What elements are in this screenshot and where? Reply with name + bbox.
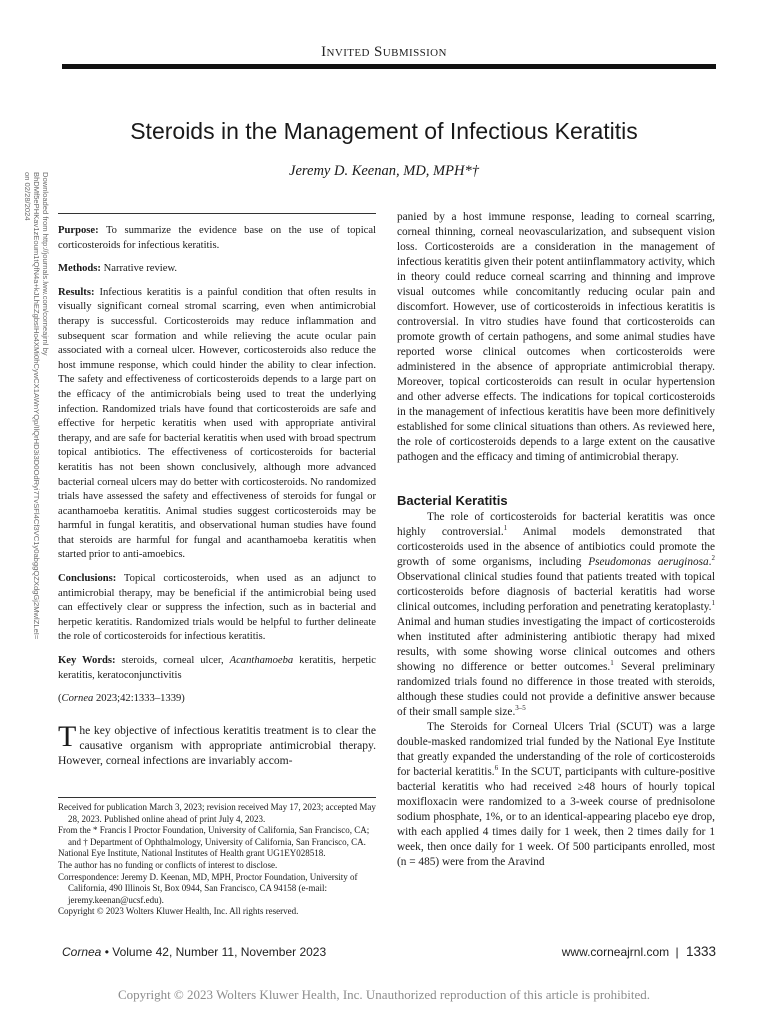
download-watermark: Downloaded from http://journals.lww.com/corneajrnl by BhDMf5ePHKav1zEoum1tQfN4a+kJLhEZgbsIHo4XMi0hCywCX1AWnYQp/IlQrHD3i3D0OdRyi7TvSFl4Cf3VC1y0abggQZXdgGj2MwlZLeI= on 02/28/2024 (23, 172, 50, 640)
citation-superscript: 2 (711, 554, 715, 563)
citation-superscript: 6 (494, 764, 499, 773)
continuation-paragraph: panied by a host immune response, leading to corneal scarring, corneal thinning, corneal neovascularization, and subsequent vision loss. Corticosteroids are a consideration in the management of infectious keratitis given their potent antiinflammatory activity, which in theory could reduce corneal scarring and thinning and improve visual outcomes while concomitantly reducing ocular pain and discomfort. However, use of corticosteroids in infectious keratitis is controversial. In vitro studies have found that corticosteroids can promote growth of certain pathogens, and some animal studies have reported worse clinical outcomes when corticosteroids were administered in the absence of appropriate antimicrobial therapy. Moreover, topical corticosteroids can result in ocular hypertension and other adverse effects. The indications for topical corticosteroids in the management of infectious keratitis have been more definitively established for some clinical situations than others. As reviewed here, the role of corticosteroids depends to a large extent on the causative pathogen and the efficacy and timing of antimicrobial therapy. (397, 211, 715, 463)
citation-superscript: 3–5 (515, 704, 526, 713)
p1-text-b: Animal models demonstrated that corticosteroids used in the absence of antibiotics could promote the growth of some organisms, including (397, 526, 715, 568)
purpose-label: Purpose: (58, 225, 99, 236)
section-label: Invited Submission (321, 44, 447, 60)
bacterial-paragraph-1 (397, 510, 715, 720)
abstract-top-rule (58, 213, 376, 214)
p1-organism-italic: Pseudomonas aeruginosa (588, 556, 709, 568)
results-label: Results: (58, 286, 95, 298)
abstract-keywords (58, 654, 376, 683)
abstract-conclusions (58, 572, 376, 645)
p1-text-f: Several preliminary randomized trials found no difference in those treated with steroids, although these studies could not provide a definitive answer because of their small sample size. (397, 661, 715, 718)
footer-journal-info (62, 945, 326, 959)
abstract-results (58, 286, 376, 563)
p1-text-c: . (708, 556, 712, 568)
footer-journal: Cornea (62, 945, 102, 959)
citation-superscript: 1 (711, 599, 715, 608)
citation-line (58, 692, 376, 707)
footnotes (58, 797, 376, 918)
section-heading-bacterial-keratitis: Bacterial Keratitis (397, 493, 508, 508)
footnote-copyright: Copyright © 2023 Wolters Kluwer Health, Inc. All rights reserved. (58, 906, 299, 917)
article-title: Steroids in the Management of Infectious Keratitis (130, 118, 638, 144)
bacterial-paragraph-2 (397, 720, 715, 870)
citation-journal: Cornea (61, 693, 94, 705)
footer-issue: Volume 42, Number 11, November 2023 (112, 945, 327, 959)
conclusions-label: Conclusions: (58, 573, 117, 585)
conclusions-text: Topical corticosteroids, when used as an adjunct to antimicrobial therapy, may be beneficial if the antimicrobial being used can effectively clear or suppress the infection, such as in bacterial and herpetic keratitis. Randomized trials would be helpful to further delineate the role of corticosteroids for infectious keratitis. (58, 573, 376, 643)
citation-superscript: 1 (610, 659, 614, 668)
left-column (58, 213, 376, 768)
footer-separator: | (675, 945, 679, 959)
copyright-banner: Copyright © 2023 Wolters Kluwer Health, Inc. Unauthorized reproduction of this article is prohibited. (117, 987, 651, 1002)
footnote-conflicts: The author has no funding or conflicts of interest to disclose. (58, 859, 278, 870)
p1-text-e: Animal and human studies investigating the impact of corticosteroids when instituted after administering antibiotic therapy had mixed results, with some showing worse clinical outcomes and others showing no difference or better outcomes. (397, 616, 715, 673)
abstract-purpose (58, 224, 376, 253)
keywords-label: Key Words: (58, 655, 116, 667)
right-column (397, 210, 715, 870)
p1-text-a: The role of corticosteroids for bacterial keratitis was once highly controversial. (397, 511, 715, 538)
drop-cap: T (58, 719, 77, 753)
p1-text-d: Observational clinical studies found that patients treated with topical corticosteroids before diagnosis of bacterial keratitis had worse clinical outcomes, including perforation and penetrating keratoplasty. (397, 571, 715, 613)
footer-bullet: • (104, 945, 109, 959)
methods-text: Narrative review. (103, 263, 178, 275)
author-line: Jeremy D. Keenan, MD, MPH*† (289, 163, 479, 179)
p2-text-b: In the SCUT, participants with culture-positive bacterial keratitis who had received ≥48 hours of hourly topical moxifloxacin were randomized to a 3-week course of prednisolone sodium phosphate, 1%, or to an identical-appearing placebo eye drop, with each applied 4 times daily for 1 week, then 2 times daily for 1 week, then once daily for 1 week. Of 500 participants enrolled, most (n = 485) were from the Aravind (397, 766, 715, 868)
footer-page-info (562, 944, 716, 959)
purpose-text: To summarize the evidence base on the use of topical corticosteroids for infectious keratitis. (58, 225, 376, 251)
intro-text: he key objective of infectious keratitis treatment is to clear the causative organism with appropriate antimicrobial therapy. However, corneal infections are invariably accom- (58, 723, 376, 767)
abstract-methods (58, 262, 376, 277)
citation-superscript: 1 (503, 524, 508, 533)
keywords-text-italic: Acanthamoeba (229, 655, 294, 667)
results-text: Infectious keratitis is a painful condition that often results in visually significant corneal stromal scarring, even when antimicrobial therapy is successful. Corticosteroids may reduce inflammation and subsequent scar formation and while relieving the acute ocular pain associated with a corneal ulcer. However, corticosteroids also reduce the host immune response, which could hinder the ability to clear infection. The safety and effectiveness of corticosteroids depends to a large part on the efficacy of the antimicrobials being used to treat the underlying infection. Randomized trials have found that corticosteroids are safe and effective for herpetic keratitis when used with appropriate antiviral therapy, and are safe for bacterial keratitis when used with broad spectrum topical antibiotics. The effectiveness of corticosteroids for bacterial keratitis has not been shown conclusively, although more advanced bacterial corneal ulcers may do better with corticosteroids. No randomized trials have assessed the safety and effectiveness of steroids for fungal or acanthamoeba keratitis. Animal studies suggest corticosteroids may be harmful in fungal keratitis, and observational human studies have found that steroids are harmful for fungal and acanthamoeba keratitis when started prior to anti-amoebics. (58, 286, 376, 561)
footnote-affiliations: From the * Francis I Proctor Foundation, University of California, San Francisco, CA; and † Department of Ophthalmology, University of California, San Francisco, CA. (58, 825, 370, 847)
abstract (58, 224, 376, 707)
footnote-funding: National Eye Institute, National Institutes of Health grant UG1EY028518. (58, 848, 326, 859)
citation-open: ( (58, 693, 62, 705)
footer-website: www.corneajrnl.com (561, 945, 670, 959)
intro-paragraph (58, 719, 376, 768)
header-rule (62, 64, 716, 69)
keywords-text-1: steroids, corneal ulcer, (121, 655, 224, 667)
keywords-text-2: keratitis, herpetic keratitis, keratoconjunctivitis (58, 655, 376, 681)
footnote-received: Received for publication March 3, 2023; revision received May 17, 2023; accepted May 28, 2023. Published online ahead of print July 4, 2023. (58, 802, 376, 824)
p2-text-a: The Steroids for Corneal Ulcers Trial (SCUT) was a large double-masked randomized trial funded by the National Eye Institute that greatly expanded the understanding of the role of corticosteroids for bacterial keratitis. (397, 721, 715, 778)
methods-label: Methods: (58, 263, 101, 275)
page-number: 1333 (685, 944, 716, 959)
footnote-rule (58, 797, 376, 798)
footnote-correspondence: Correspondence: Jeremy D. Keenan, MD, MPH, Proctor Foundation, University of California, 490 Illinois St, Box 0944, San Francisco, CA 94158 (e-mail: jeremy.keenan@ucsf.edu). (58, 871, 358, 905)
citation-rest: 2023;42:1333–1339) (95, 693, 185, 705)
